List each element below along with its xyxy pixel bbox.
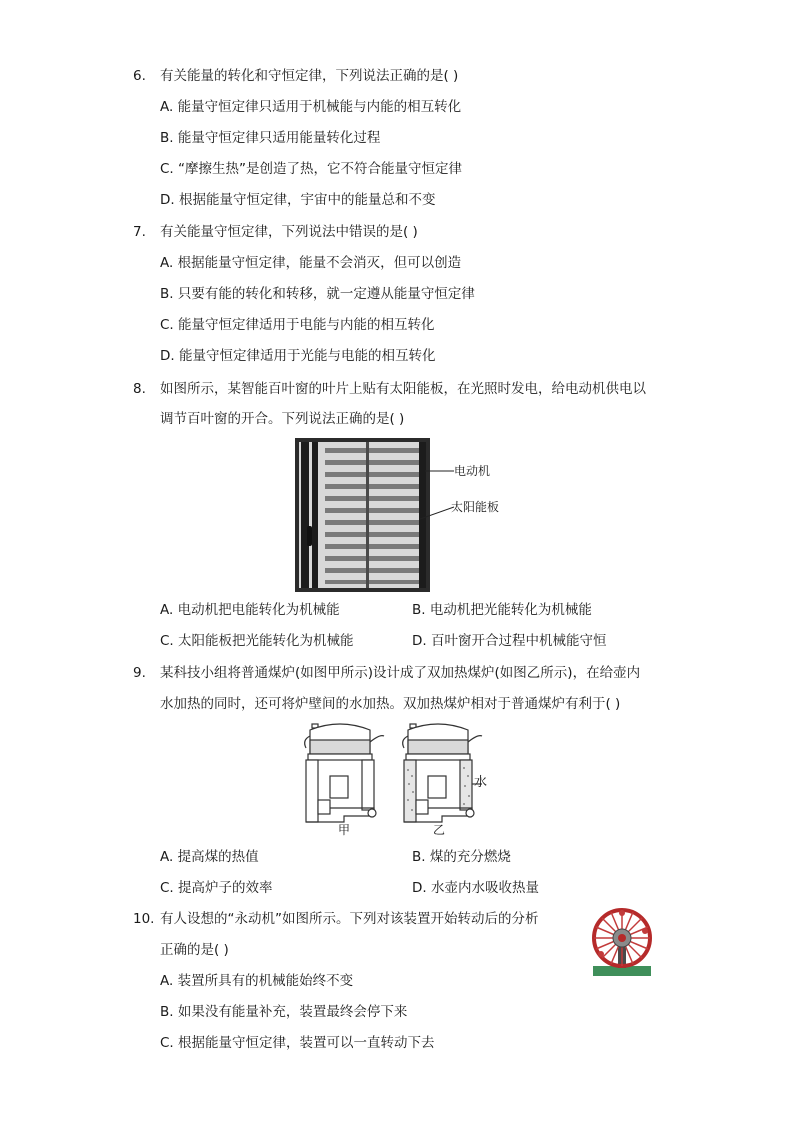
perpetual-motion-figure [587,906,657,978]
label-solar-panel: 太阳能板 [451,500,500,514]
option-a: A. 电动机把电能转化为机械能 [160,602,340,618]
question-number: 10. [133,911,155,927]
option-a: A. 根据能量守恒定律，能量不会消灭，但可以创造 [160,255,462,271]
stove-illustration [300,720,500,840]
question-stem: 有关能量的转化和守恒定律，下列说法正确的是( ) [160,68,459,84]
option-d: D. 百叶窗开合过程中机械能守恒 [412,633,607,649]
stove-figure [300,720,500,840]
option-b: B. 能量守恒定律只适用能量转化过程 [160,130,381,146]
question-number: 7. [133,224,146,240]
option-d: D. 水壶内水吸收热量 [412,880,539,896]
question-stem-line-1: 某科技小组将普通煤炉(如图甲所示)设计成了双加热煤炉(如图乙所示)，在给壶内 [160,665,641,681]
blinds-illustration [295,438,430,592]
question-stem: 有关能量守恒定律，下列说法中错误的是( ) [160,224,418,240]
label-motor: 电动机 [454,464,491,478]
blinds-figure [295,438,430,592]
option-a: A. 能量守恒定律只适用于机械能与内能的相互转化 [160,99,462,115]
option-c: C. 能量守恒定律适用于电能与内能的相互转化 [160,317,435,333]
label-water: 水 [474,775,488,790]
question-number: 8. [133,381,146,397]
option-c: C. 提高炉子的效率 [160,880,273,896]
option-d: D. 根据能量守恒定律，宇宙中的能量总和不变 [160,192,436,208]
option-b: B. 只要有能的转化和转移，就一定遵从能量守恒定律 [160,286,475,302]
option-b: B. 电动机把光能转化为机械能 [412,602,592,618]
label-stove-a: 甲 [338,823,351,837]
question-number: 6. [133,68,146,84]
question-stem-line-2: 调节百叶窗的开合。下列说法正确的是( ) [160,411,405,427]
question-stem-line-1: 如图所示，某智能百叶窗的叶片上贴有太阳能板，在光照时发电，给电动机供电以 [160,381,646,397]
option-c: C. 太阳能板把光能转化为机械能 [160,633,354,649]
question-stem-line-2: 正确的是( ) [160,942,229,958]
option-d: D. 能量守恒定律适用于光能与电能的相互转化 [160,348,436,364]
option-a: A. 装置所具有的机械能始终不变 [160,973,354,989]
question-stem-line-2: 水加热的同时，还可将炉壁间的水加热。双加热煤炉相对于普通煤炉有利于( ) [160,696,621,712]
option-b: B. 煤的充分燃烧 [412,849,511,865]
perpetual-motion-wheel-illustration [587,906,657,978]
option-c: C. 根据能量守恒定律，装置可以一直转动下去 [160,1035,435,1051]
label-stove-b: 乙 [433,823,446,837]
option-b: B. 如果没有能量补充，装置最终会停下来 [160,1004,408,1020]
question-number: 9. [133,665,146,681]
option-c: C. “摩擦生热”是创造了热，它不符合能量守恒定律 [160,161,462,177]
question-stem-line-1: 有人设想的“永动机”如图所示。下列对该装置开始转动后的分析 [160,911,539,927]
option-a: A. 提高煤的热值 [160,849,259,865]
